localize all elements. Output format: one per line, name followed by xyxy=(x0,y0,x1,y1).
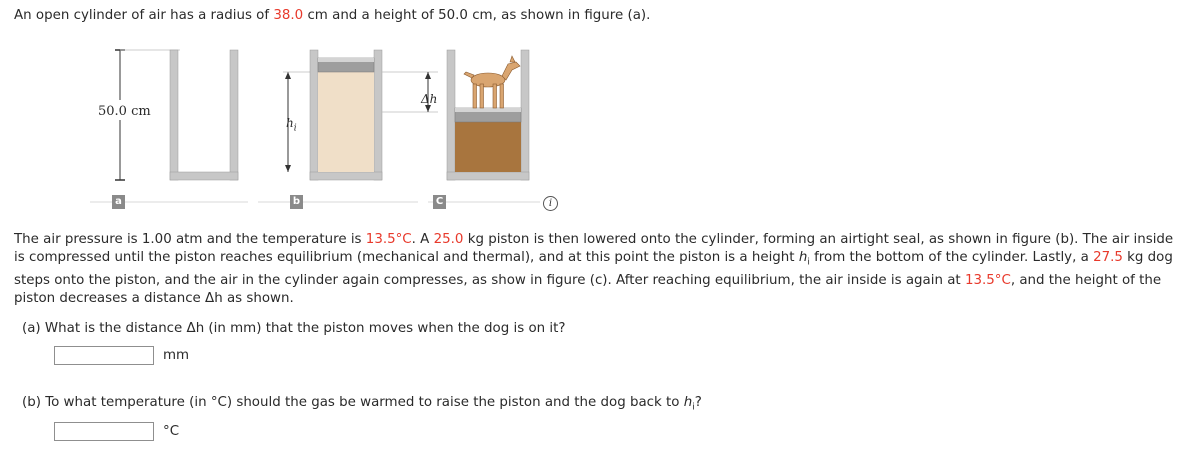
answer-b-input[interactable] xyxy=(54,422,154,441)
hi-subscript: i xyxy=(692,402,695,413)
body-text: from the bottom of the cylinder. Lastly, a xyxy=(809,250,1094,265)
gas-b xyxy=(318,72,374,172)
problem-description xyxy=(14,231,1184,308)
initial-temperature: 13.5°C xyxy=(365,232,412,247)
dh-label: Δh xyxy=(421,92,438,106)
height-label: 50.0 cm xyxy=(98,104,151,119)
panel-label-b: b xyxy=(292,196,301,207)
answer-a-input[interactable] xyxy=(54,346,154,365)
body-text: The air pressure is 1.00 atm and the temperature is xyxy=(14,232,366,247)
piston-mass: 25.0 xyxy=(433,232,464,247)
hi-subscript: i xyxy=(807,257,810,268)
body-text: kg dog steps onto the piston, and the air in the cylinder again compresses, as show in figure (c). After reaching equilibrium, the air inside is again at xyxy=(14,250,1173,288)
hi-label xyxy=(286,116,297,133)
info-icon[interactable]: i xyxy=(543,196,558,211)
intro-text xyxy=(14,8,650,23)
answer-b-unit: °C xyxy=(163,424,180,439)
hi-symbol: h xyxy=(286,116,294,130)
cylinder-a xyxy=(170,50,238,180)
hi-symbol: h xyxy=(683,395,693,410)
final-temperature: 13.5°C xyxy=(964,272,1011,288)
question-a-label: (a) What is the distance Δh (in mm) that the piston moves when the dog is on it? xyxy=(22,321,566,336)
radius-value: 38.0 xyxy=(273,8,304,23)
gas-c xyxy=(455,122,521,172)
panel-label-a: a xyxy=(115,196,122,207)
body-text: , and the height of the piston decreases a distance Δh as shown. xyxy=(14,272,1162,306)
cylinder-b xyxy=(310,50,382,180)
intro-part: cm and a height of 50.0 cm, as shown in figure (a). xyxy=(303,8,651,23)
answer-a-unit: mm xyxy=(163,348,190,363)
body-text: kg piston is then lowered onto the cylinder, forming an airtight seal, as shown in figure (b). The air inside is compressed until the piston reaches equilibrium (mechanical and thermal), and at this point the piston is a height xyxy=(14,232,1174,265)
question-b-text: ? xyxy=(694,395,702,410)
cylinder-figure xyxy=(90,42,570,217)
panel-label-c: C xyxy=(435,196,444,207)
dog-illustration xyxy=(464,56,520,108)
dog-mass: 27.5 xyxy=(1093,250,1123,265)
hi-symbol: h xyxy=(798,250,808,265)
cylinder-c xyxy=(447,50,529,180)
hi-subscript: i xyxy=(293,123,297,134)
figure-drawing xyxy=(90,42,570,217)
body-text: . A xyxy=(411,232,434,247)
question-b-text: (b) To what temperature (in °C) should the gas be warmed to raise the piston and the dog back to xyxy=(22,395,684,410)
question-b-label xyxy=(22,395,702,413)
intro-part: An open cylinder of air has a radius of xyxy=(14,8,274,23)
